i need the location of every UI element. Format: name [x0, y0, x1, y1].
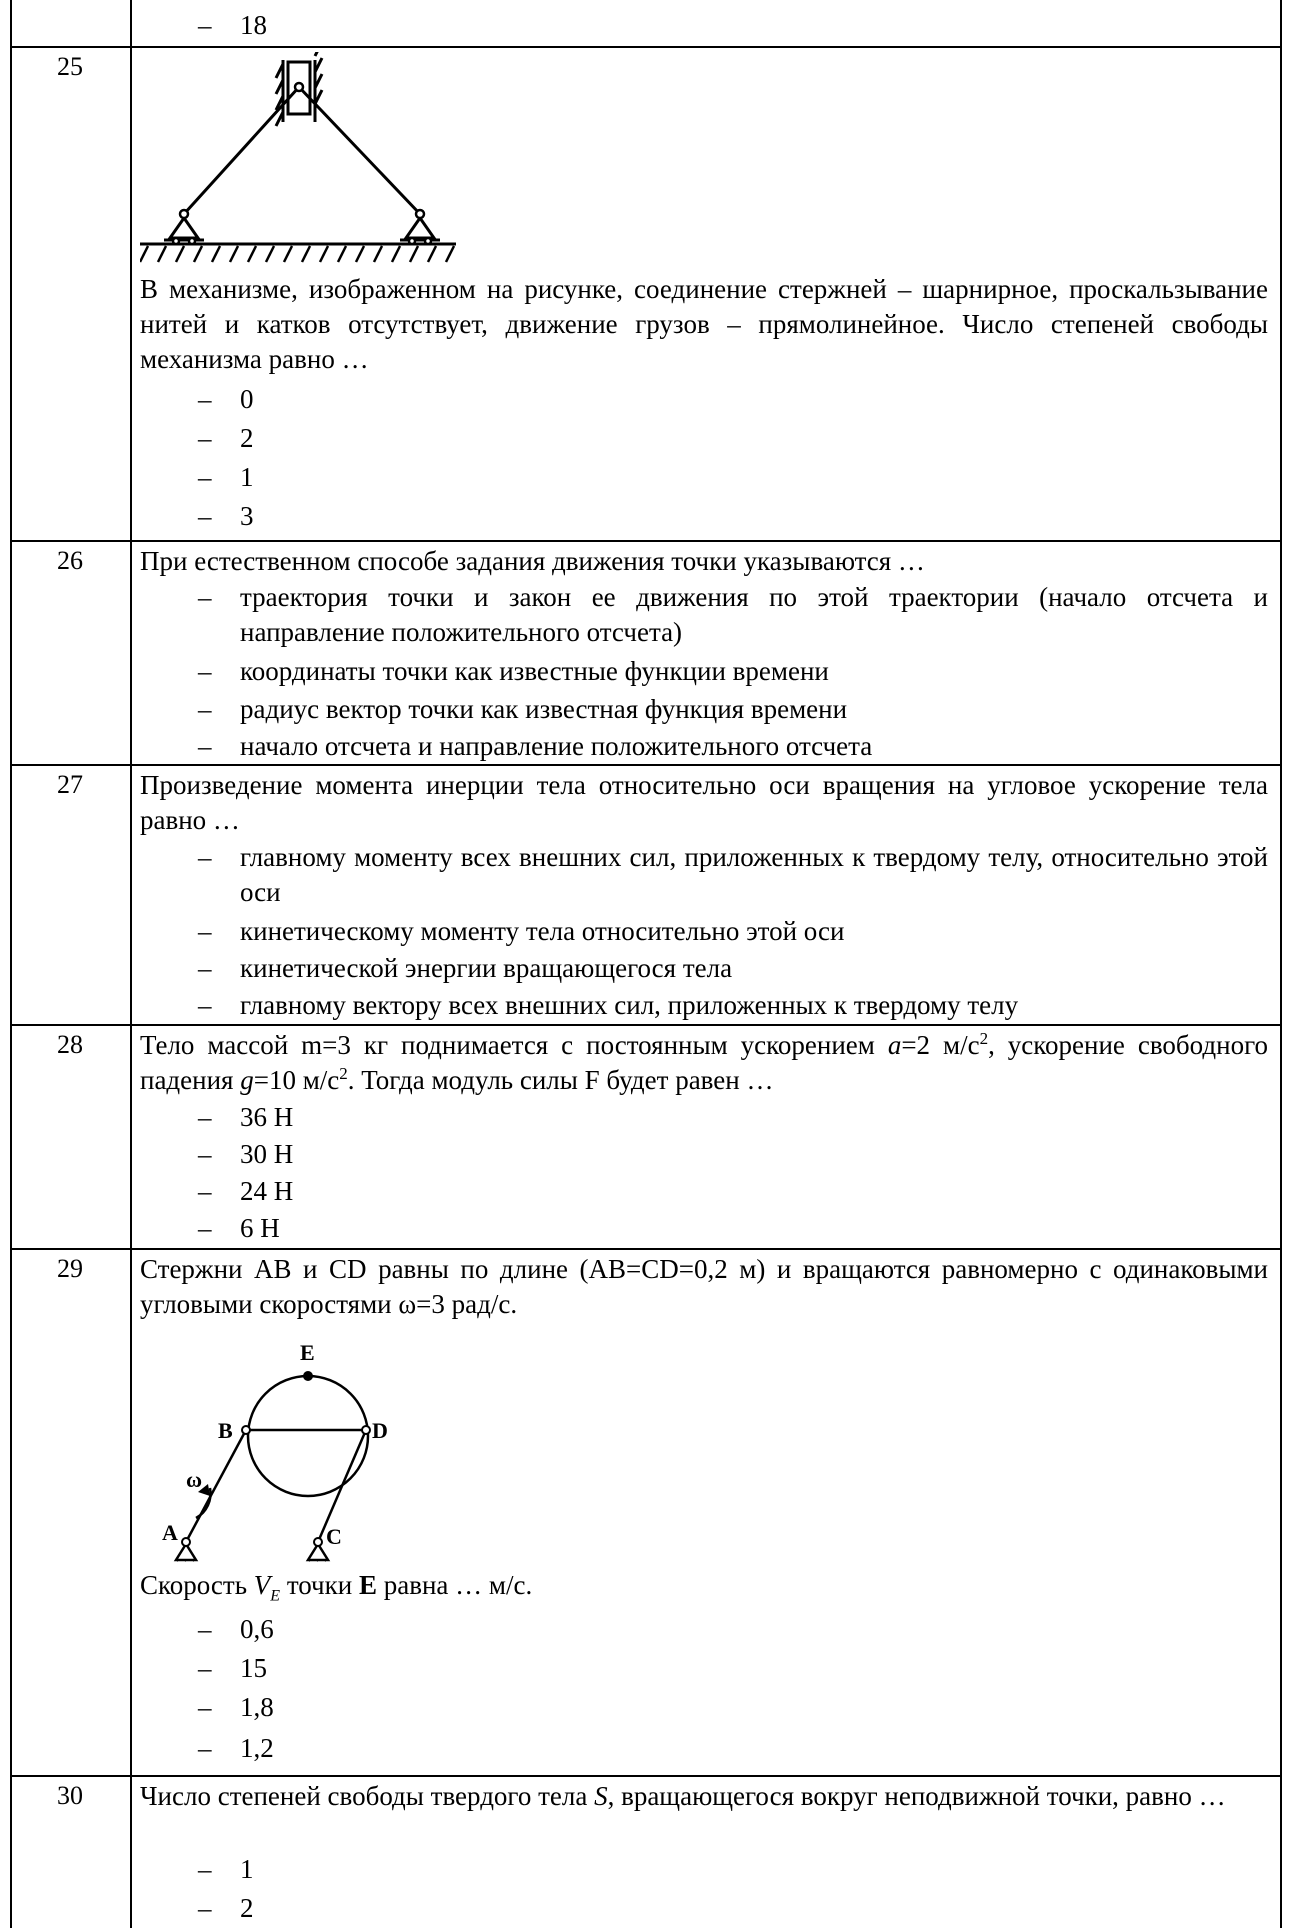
label-a: A	[162, 1520, 178, 1545]
dash: –	[198, 1733, 212, 1763]
superscript: 2	[979, 1029, 989, 1048]
answer-text: 15	[240, 1653, 267, 1683]
text-run: точки	[280, 1570, 359, 1600]
question-number: 28	[57, 1030, 83, 1059]
question-text: Стержни АВ и CD равны по длине (АВ=CD=0,2 м) и вращаются равномерно с одинаковыми угловыми скоростями ω=3 рад/с.	[140, 1254, 1268, 1319]
answer-text: 24 Н	[240, 1176, 294, 1206]
question-number: 27	[57, 770, 83, 799]
dash: –	[198, 1653, 212, 1683]
mechanism-figure	[140, 52, 460, 272]
dash: –	[198, 1614, 212, 1644]
question-number: 26	[57, 546, 83, 575]
answer-text: 0	[240, 384, 254, 414]
table-column-divider	[130, 0, 132, 1928]
text-run: Скорость	[140, 1570, 254, 1600]
symbol-v: V	[253, 1570, 271, 1600]
answer-text: главному вектору всех внешних сил, приложенных к твердому телу	[240, 990, 1019, 1020]
table-border-left	[10, 0, 12, 1928]
dash: –	[198, 1176, 212, 1206]
answer-text: 1,8	[240, 1692, 274, 1722]
answer-text: кинетической энергии вращающегося тела	[240, 953, 733, 983]
dash: –	[198, 731, 212, 761]
answer-text: 2	[240, 423, 254, 453]
answer-text: 1	[240, 462, 254, 492]
label-b: B	[218, 1418, 233, 1443]
question-text	[140, 1028, 1268, 1098]
text-run: , ускорение свободного падения	[140, 1030, 1268, 1095]
dash: –	[198, 1692, 212, 1722]
row-divider	[10, 1775, 1282, 1777]
dash: –	[198, 1213, 212, 1243]
bold-point-label: E	[358, 1570, 377, 1600]
answer-text: траектория точки и закон ее движения по этой траектории (начало отсчета и направление положительного отсчета)	[240, 582, 1268, 647]
dash: –	[198, 1893, 212, 1923]
answer-text: 36 Н	[240, 1102, 294, 1132]
text-run: =10 м/с	[253, 1065, 340, 1095]
question-text	[140, 1779, 1268, 1814]
dash: –	[198, 582, 212, 612]
answer-text: 1	[240, 1854, 254, 1884]
label-d: D	[372, 1418, 388, 1443]
question-text: В механизме, изображенном на рисунке, соединение стержней – шарнирное, проскальзывание нитей и катков отсутствует, движение грузов – прямолинейное. Число степеней свободы механизма равно …	[140, 274, 1268, 374]
dash: –	[198, 990, 212, 1020]
question-number: 30	[57, 1781, 83, 1810]
answer-text: главному моменту всех внешних сил, приложенных к твердому телу, относительно этой оси	[240, 842, 1268, 907]
text-run: Число степеней свободы твердого тела	[140, 1781, 595, 1811]
table-border-right	[1280, 0, 1282, 1928]
row-divider	[10, 764, 1282, 766]
text-run: . Тогда модуль силы F будет равен …	[347, 1065, 774, 1095]
answer-text: 3	[240, 501, 254, 531]
answer-text: радиус вектор точки как известная функция времени	[240, 694, 848, 724]
question-number: 25	[57, 52, 83, 81]
row-divider	[10, 1248, 1282, 1250]
dash: –	[198, 1139, 212, 1169]
question-text-after-figure	[140, 1568, 1268, 1613]
text-run: Тело массой m=3 кг поднимается с постоянным ускорением	[140, 1030, 888, 1060]
dash: –	[198, 694, 212, 724]
answer-text: 0,6	[240, 1614, 274, 1644]
row-divider	[10, 540, 1282, 542]
answer-text: 30 Н	[240, 1139, 294, 1169]
dash: –	[198, 953, 212, 983]
text-run: равна … м/с.	[376, 1570, 533, 1600]
symbol-g: g	[240, 1065, 254, 1095]
answer-text: 18	[240, 10, 267, 40]
row-divider	[10, 1024, 1282, 1026]
answer-text: 2	[240, 1893, 254, 1923]
answer-text: координаты точки как известные функции времени	[240, 656, 829, 686]
dash: –	[198, 423, 212, 453]
answer-text: кинетическому моменту тела относительно этой оси	[240, 916, 845, 946]
subscript: E	[270, 1587, 281, 1605]
question-text: Произведение момента инерции тела относительно оси вращения на угловое ускорение тела равно …	[140, 770, 1268, 835]
rods-circle-figure	[150, 1322, 410, 1562]
question-text: При естественном способе задания движения точки указываются …	[140, 546, 925, 576]
label-omega: ω	[186, 1467, 203, 1492]
dash: –	[198, 842, 212, 872]
dash: –	[198, 1854, 212, 1884]
symbol-s: S	[594, 1781, 608, 1811]
text-run: , вращающегося вокруг неподвижной точки, равно …	[607, 1781, 1226, 1811]
answer-text: 6 Н	[240, 1213, 280, 1243]
dash: –	[198, 1102, 212, 1132]
answer-text: начало отсчета и направление положительного отсчета	[240, 731, 873, 761]
label-c: C	[326, 1524, 342, 1549]
dash: –	[198, 10, 212, 40]
dash: –	[198, 501, 212, 531]
row-divider	[10, 46, 1282, 48]
dash: –	[198, 916, 212, 946]
dash: –	[198, 656, 212, 686]
answer-text: 1,2	[240, 1733, 274, 1763]
question-number: 29	[57, 1254, 83, 1283]
text-run: =2 м/с	[901, 1030, 980, 1060]
superscript: 2	[339, 1064, 348, 1083]
label-e: E	[300, 1340, 315, 1365]
dash: –	[198, 384, 212, 414]
dash: –	[198, 462, 212, 492]
symbol-a: a	[887, 1030, 902, 1060]
